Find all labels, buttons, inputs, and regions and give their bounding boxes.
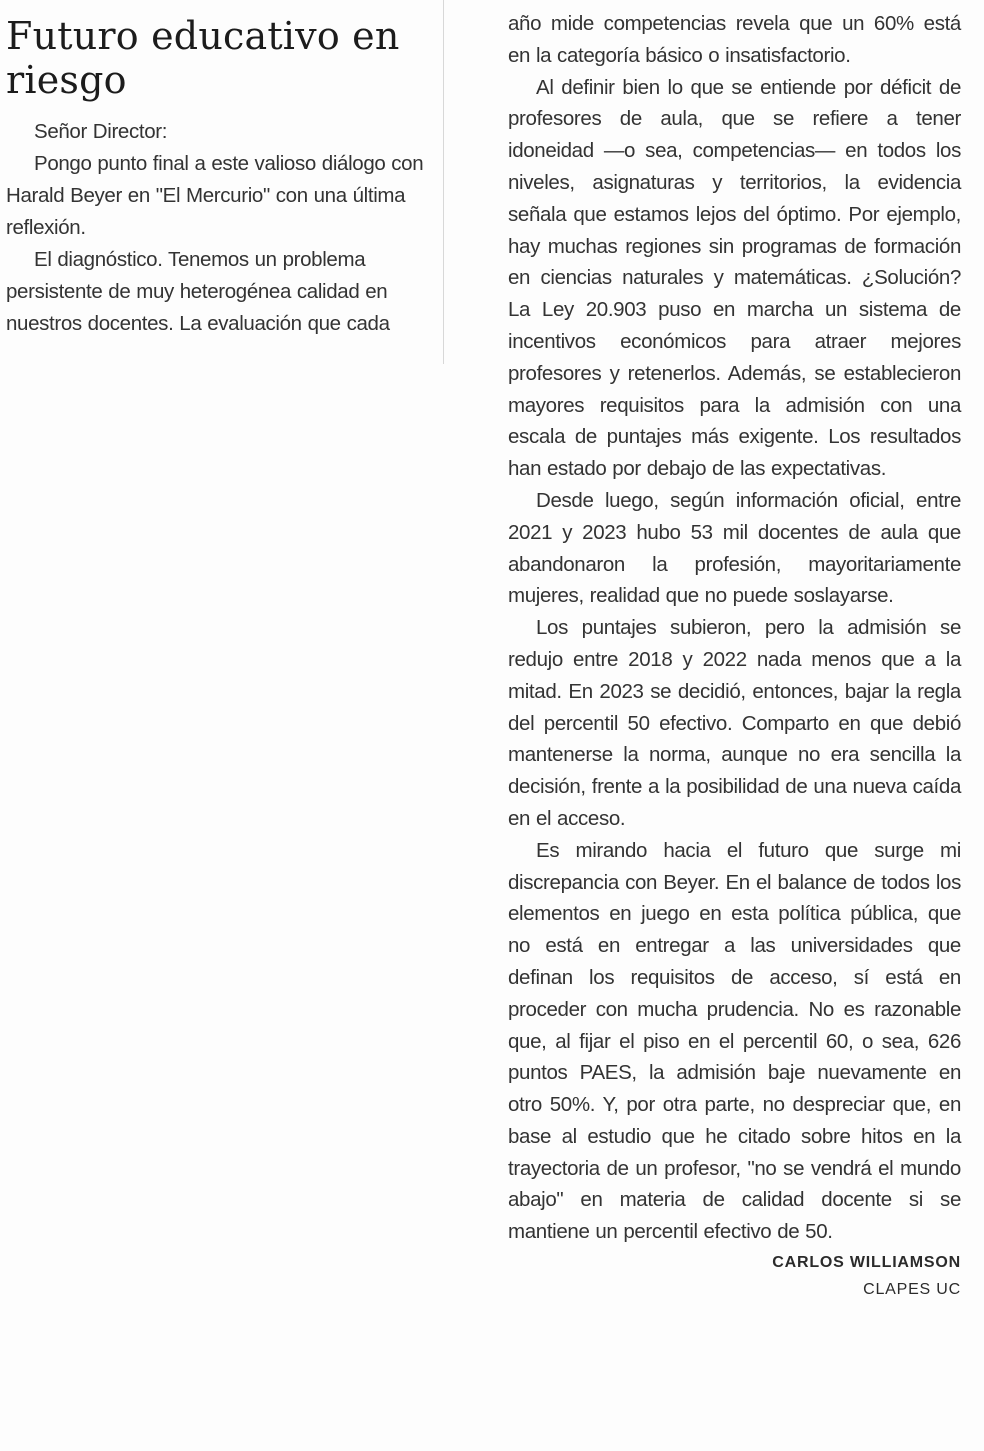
paragraph: Los puntajes subieron, pero la admisión se redujo entre 2018 y 2022 nada menos que a la mitad. En 2023 se decidió, entonces, bajar la regla del percentil 50 efectivo. Comparto en que debió mantenerse la norma, aunque no era sencilla la decisión, frente a la posibilidad de una nueva caída en el acceso.: [508, 616, 961, 830]
paragraph: Es mirando hacia el futuro que surge mi discrepancia con Beyer. En el balance de todos los elementos en juego en esta política pública, que no está en entregar a las universidades que definan los requisitos de acceso, sí está en proceder con mucha prudencia. No es razonable que, al fijar el piso en el percentil 60, o sea, 626 puntos PAES, la admisión baje nuevamente en otro 50%. Y, por otra parte, no despreciar que, en base al estudio que he citado sobre hitos en la trayectoria de un profesor, "no se vendrá el mundo abajo" en materia de calidad docente si se mantiene un percentil efectivo de 50.: [508, 838, 961, 1244]
author-affiliation: CLAPES UC: [863, 1281, 961, 1299]
headline: Futuro educativo en riesgo: [6, 14, 400, 102]
right-column: [508, 8, 961, 1304]
paragraph: Al definir bien lo que se entiende por déficit de profesores de aula, que se refiere a tener idoneidad —o sea, competencias— en todos los niveles, asignaturas y territorios, la evidencia señala que estamos lejos del óptimo. Por ejemplo, hay muchas regiones sin programas de formación en ciencias naturales y matemáticas. ¿Solución? La Ley 20.903 puso en marcha un sistema de incentivos económicos para atraer mejores profesores y retenerlos. Además, se establecieron mayores requisitos para la admisión con una escala de puntajes más exigente. Los resultados han estado por debajo de las expectativas.: [508, 75, 961, 481]
author-name: CARLOS WILLIAMSON: [772, 1254, 961, 1272]
paragraph: Desde luego, según información oficial, entre 2021 y 2023 hubo 53 mil docentes de aula que abandonaron la profesión, mayoritariamente mujeres, realidad que no puede soslayarse.: [508, 488, 961, 608]
column-divider: [443, 0, 444, 364]
left-column: [6, 14, 442, 364]
salutation: Señor Director:: [34, 120, 168, 143]
paragraph-continuation: año mide competencias revela que un 60% está en la categoría básico o insatisfactorio.: [508, 12, 961, 67]
left-column-text: [6, 116, 442, 340]
signature-block: [508, 1250, 961, 1304]
paragraph: El diagnóstico. Tenemos un problema persistente de muy heterogénea calidad en nuestros docentes. La evaluación que cada: [6, 248, 390, 335]
right-column-text: [508, 8, 961, 1248]
paragraph: Pongo punto final a este valioso diálogo con Harald Beyer en "El Mercurio" con una última reflexión.: [6, 152, 424, 239]
